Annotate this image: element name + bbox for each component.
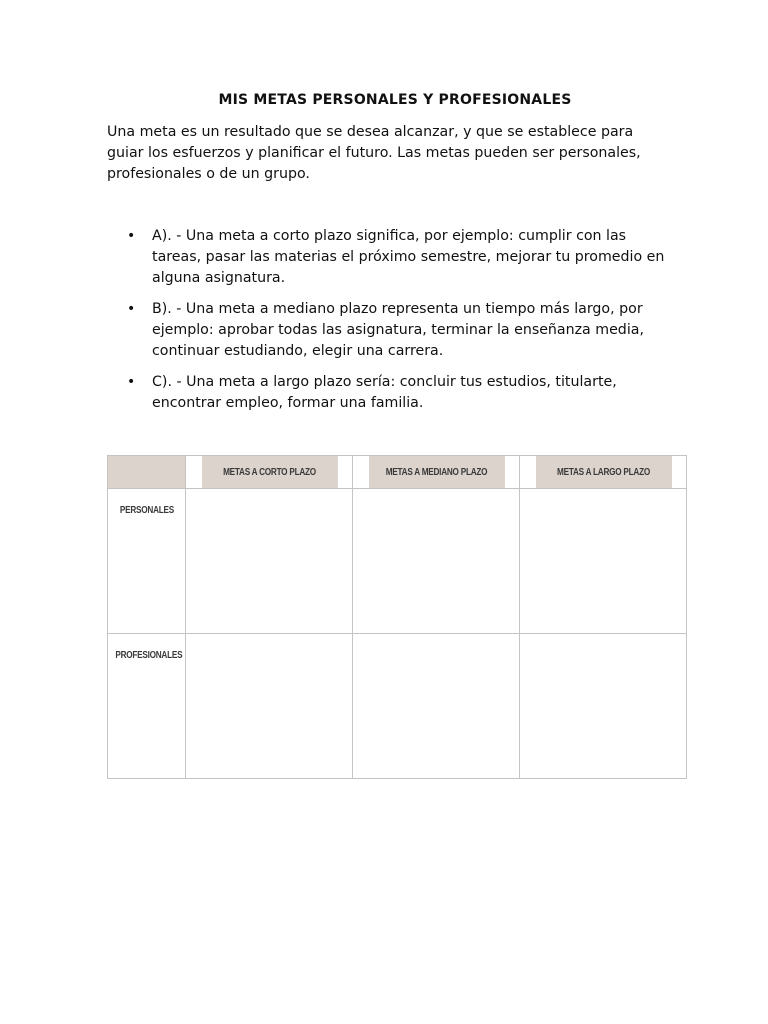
intro-paragraph: Una meta es un resultado que se desea alcanzar, y que se establece para guiar los esfuerzos y planificar el futuro. Las metas pueden ser personales, profesionales o de un grupo. [107, 124, 641, 182]
table-cell[interactable] [520, 634, 687, 779]
column-header-medium-term: METAS A MEDIANO PLAZO [368, 456, 505, 489]
table-row [108, 489, 687, 634]
table-corner-cell [108, 456, 186, 489]
row-header-personal [108, 489, 186, 634]
goals-table [107, 455, 687, 779]
bullet-icon: • [127, 374, 136, 390]
row-header-label: PROFESIONALES [115, 650, 183, 661]
column-header-long-term: METAS A LARGO PLAZO [535, 456, 672, 489]
list-item [107, 372, 667, 414]
goal-text: B). - Una meta a mediano plazo representa un tiempo más largo, por ejemplo: aprobar todas las asignatura, terminar la enseñanza media, continuar estudiando, elegir una carrera. [152, 301, 644, 359]
table-cell[interactable] [353, 489, 520, 634]
column-header-short-term: METAS A CORTO PLAZO [201, 456, 338, 489]
row-header-professional [108, 634, 186, 779]
bullet-icon: • [127, 301, 136, 317]
row-header-label: PERSONALES [119, 505, 174, 516]
table-row [108, 634, 687, 779]
table-cell[interactable] [353, 634, 520, 779]
goal-list [107, 226, 667, 424]
table-cell[interactable] [186, 634, 353, 779]
table-cell[interactable] [520, 489, 687, 634]
list-item [107, 226, 667, 289]
bullet-icon: • [127, 228, 136, 244]
goal-text: A). - Una meta a corto plazo significa, por ejemplo: cumplir con las tareas, pasar las materias el próximo semestre, mejorar tu promedio en alguna asignatura. [152, 228, 665, 286]
goal-text: C). - Una meta a largo plazo sería: concluir tus estudios, titularte, encontrar empleo, formar una familia. [152, 374, 617, 411]
table-cell[interactable] [186, 489, 353, 634]
table-header-row [108, 456, 687, 489]
list-item [107, 299, 667, 362]
document-title: MIS METAS PERSONALES Y PROFESIONALES [218, 92, 572, 108]
